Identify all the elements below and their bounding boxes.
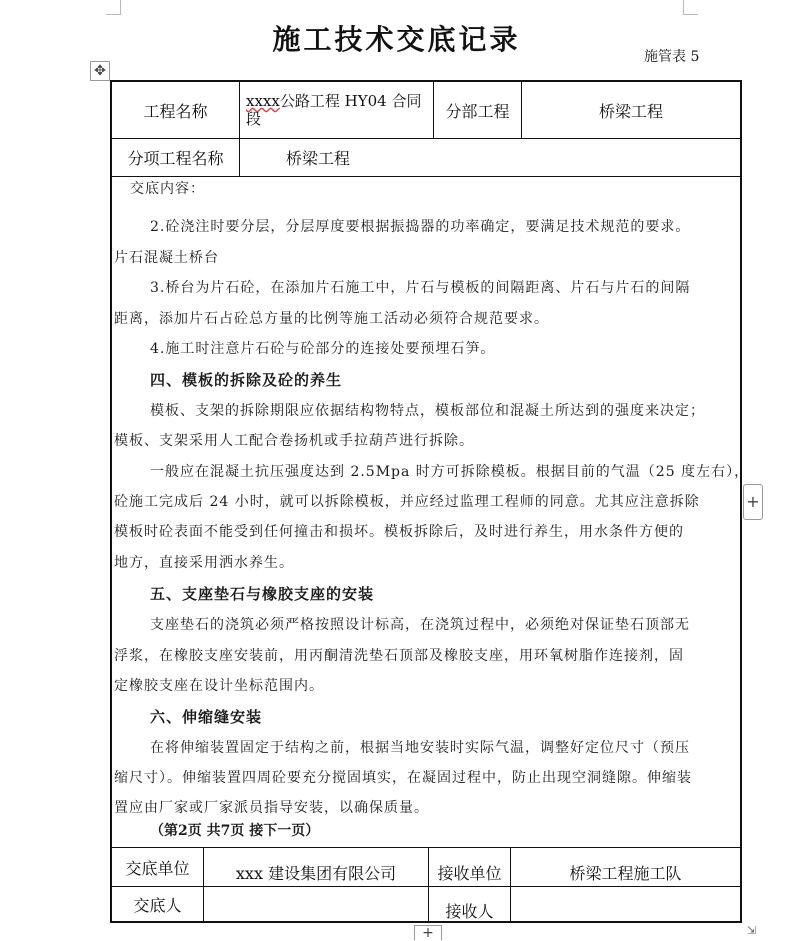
content-line: 4.施工时注意片石砼与砼部分的连接处要预埋石笋。 bbox=[150, 341, 496, 357]
issuer-person-value[interactable] bbox=[204, 887, 428, 922]
sub-item-value[interactable]: 桥梁工程 bbox=[286, 149, 351, 168]
project-name-prefix: xxxx bbox=[246, 92, 280, 110]
project-name-value[interactable] bbox=[246, 82, 433, 138]
section-heading-bearing: 五、支座垫石与橡胶支座的安装 bbox=[150, 585, 375, 603]
page-continuation-note: （第2页 共7页 接下一页） bbox=[150, 823, 320, 839]
table-move-handle-icon[interactable]: ✥ bbox=[90, 61, 110, 81]
receiver-person-label: 接收人 bbox=[445, 901, 494, 921]
content-line: 缩尺寸）。伸缩装置四周砼要充分搅固填实，在凝固过程中，防止出现空洞缝隙。伸缩装 bbox=[114, 770, 692, 786]
content-line: 地方，直接采用洒水养生。 bbox=[114, 555, 294, 571]
division-value[interactable]: 桥梁工程 bbox=[598, 101, 663, 121]
issuer-person-label: 交底人 bbox=[133, 896, 182, 915]
content-line: 3.桥台为片石砼，在添加片石施工中，片石与模板的间隔距离、片石与片石的间隔 bbox=[150, 280, 691, 296]
content-line: 模板、支架的拆除期限应依据结构物特点，模板部位和混凝土所达到的强度来决定； bbox=[150, 403, 705, 419]
table-rule bbox=[239, 81, 240, 176]
sub-item-label: 分项工程名称 bbox=[127, 149, 224, 168]
project-name-cont: 段 bbox=[246, 110, 262, 128]
add-column-button[interactable]: + bbox=[743, 484, 763, 520]
page-corner-mark-left bbox=[106, 0, 121, 15]
section-heading-formwork: 四、模板的拆除及砼的养生 bbox=[150, 371, 343, 389]
division-label: 分部工程 bbox=[445, 101, 510, 121]
table-rule bbox=[111, 176, 741, 177]
content-line: 一般应在混凝土抗压强度达到 2.5Mpa 时方可拆除模板。根据目前的气温（25 度左右）， bbox=[150, 464, 750, 480]
section-heading-expansion-joint: 六、伸缩缝安装 bbox=[150, 708, 263, 726]
page-corner-mark-right bbox=[683, 0, 698, 15]
form-number: 施管表 5 bbox=[644, 49, 700, 65]
content-line: 浮浆，在橡胶支座安装前，用丙酮清洗垫石顶部及橡胶支座，用环氧树脂作连接剂，固 bbox=[114, 648, 684, 664]
content-line: 定橡胶支座在设计坐标范围内。 bbox=[114, 678, 324, 694]
content-line: 2.砼浇注时要分层，分层厚度要根据振捣器的功率确定，要满足技术规范的要求。 bbox=[150, 219, 691, 235]
project-name-main: 公路工程 HY04 合同 bbox=[279, 92, 422, 110]
project-name-label: 工程名称 bbox=[143, 101, 208, 121]
table-resize-icon[interactable]: ⇲ bbox=[747, 924, 757, 937]
add-row-button[interactable]: + bbox=[414, 925, 442, 940]
content-line: 模板时砼表面不能受到任何撞击和损坏。模板拆除后，及时进行养生，用水条件方便的 bbox=[114, 524, 684, 540]
content-line: 片石混凝土桥台 bbox=[114, 250, 219, 266]
content-line: 模板、支架采用人工配合卷扬机或手拉葫芦进行拆除。 bbox=[114, 433, 474, 449]
issuer-unit-value[interactable]: xxx 建设集团有限公司 bbox=[235, 863, 397, 883]
issuer-unit-label: 交底单位 bbox=[125, 858, 190, 878]
content-line: 距离，添加片石占砼总方量的比例等施工活动必须符合规范要求。 bbox=[114, 311, 549, 327]
content-section-label: 交底内容： bbox=[130, 181, 205, 197]
receiver-unit-value[interactable]: 桥梁工程施工队 bbox=[569, 863, 682, 883]
document-title: 施工技术交底记录 bbox=[272, 23, 521, 56]
content-line: 砼施工完成后 24 小时，就可以拆除模板，并应经过监理工程师的同意。尤其应注意拆除 bbox=[114, 494, 700, 510]
content-line: 置应由厂家或厂家派员指导安装，以确保质量。 bbox=[114, 800, 429, 816]
content-line: 在将伸缩装置固定于结构之前，根据当地安装时实际气温，调整好定位尺寸（预压 bbox=[150, 740, 690, 756]
receiver-person-value[interactable] bbox=[511, 887, 740, 922]
content-line: 支座垫石的浇筑必须严格按照设计标高，在浇筑过程中，必须绝对保证垫石顶部无 bbox=[150, 617, 690, 633]
receiver-unit-label: 接收单位 bbox=[437, 863, 502, 883]
